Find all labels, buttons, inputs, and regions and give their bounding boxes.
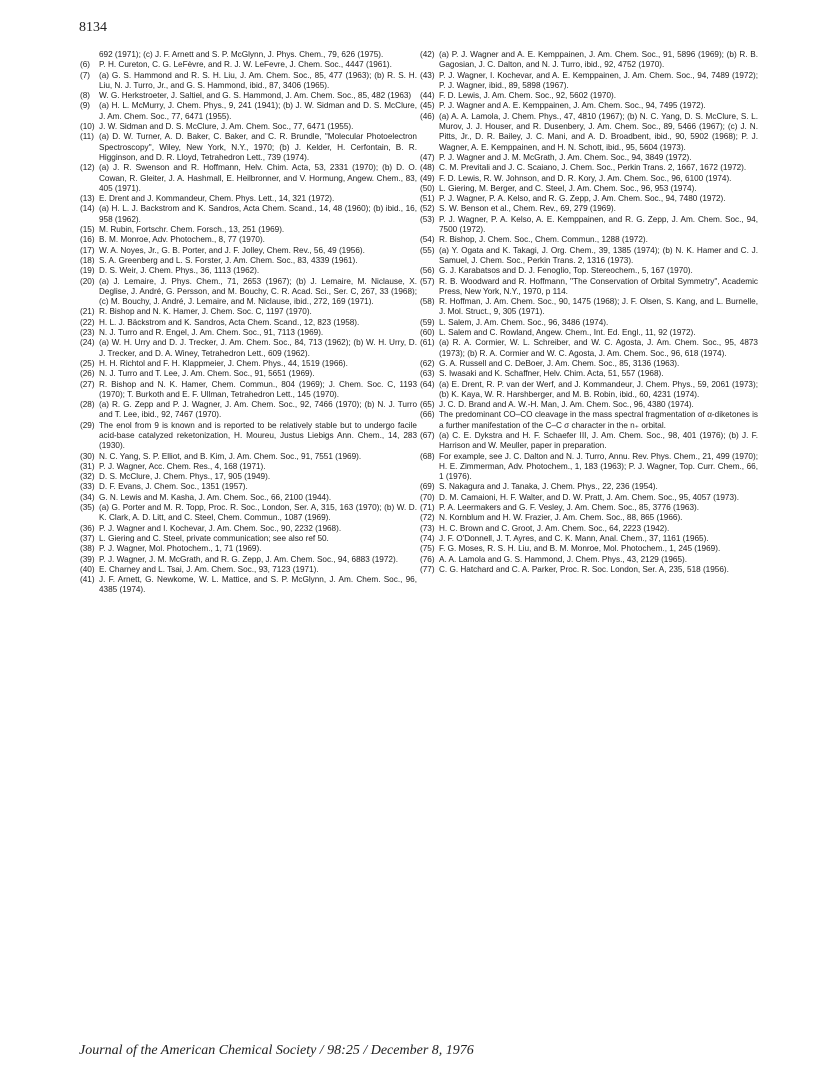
reference-item: (6) P. H. Cureton, C. G. LeFèvre, and R. J. W. LeFevre, J. Chem. Soc., 4447 (1961). bbox=[80, 60, 392, 70]
reference-text: R. B. Woodward and R. Hoffmann, ''The Conservation of Orbital Symmetry'', Academic Press, New York, N.Y., 1970, p 114. bbox=[439, 276, 758, 296]
reference-item: (68) For example, see J. C. Dalton and N. J. Turro, Annu. Rev. Phys. Chem., 21, 499 (1970); H. E. Zimmerman, Adv. Photochem., 1, 183 (1963); P. J. Wagner, Top. Curr. Chem., 66, 1 (1976). bbox=[420, 451, 758, 482]
reference-text: N. C. Yang, S. P. Elliot, and B. Kim, J. Am. Chem. Soc., 91, 7551 (1969). bbox=[99, 451, 362, 461]
reference-item: (70) D. M. Camaioni, H. F. Walter, and D. W. Pratt, J. Am. Chem. Soc., 95, 4057 (1973). bbox=[420, 492, 740, 502]
reference-text: G. N. Lewis and M. Kasha, J. Am. Chem. Soc., 66, 2100 (1944). bbox=[99, 492, 332, 502]
reference-item: (47) P. J. Wagner and J. M. McGrath, J. Am. Chem. Soc., 94, 3849 (1972). bbox=[420, 152, 692, 162]
reference-text: J. F. O'Donnell, J. T. Ayres, and C. K. Mann, Anal. Chem., 37, 1161 (1965). bbox=[439, 533, 709, 543]
reference-text: For example, see J. C. Dalton and N. J. Turro, Annu. Rev. Phys. Chem., 21, 499 (1970); H. E. Zimmerman, Adv. Photochem., 1, 183 (1963); P. J. Wagner, Top. Curr. Chem., 66, 1 (1976). bbox=[439, 451, 758, 482]
references-left-column bbox=[80, 50, 417, 596]
reference-item: (58) R. Hoffman, J. Am. Chem. Soc., 90, 1475 (1968); J. F. Olsen, S. Kang, and L. Burnelle, J. Mol. Struct., 9, 305 (1971). bbox=[420, 297, 758, 317]
reference-text: The predominant CO–CO cleavage in the mass spectral fragmentation of α-diketones is a further manifestation of the C–C σ character in the n₊ orbital. bbox=[439, 410, 758, 430]
page-number: 8134 bbox=[79, 20, 107, 35]
reference-item: (7) (a) G. S. Hammond and R. S. H. Liu, J. Am. Chem. Soc., 85, 477 (1963); (b) R. S. H. Liu, N. J. Turro, Jr., and G. S. Hammond, ibid., 87, 3406 (1965). bbox=[80, 70, 417, 90]
reference-text: (a) E. Drent, R. P. van der Werf, and J. Kommandeur, J. Chem. Phys., 59, 2061 (1973); (b) K. Kaya, W. R. Harshberger, and M. B. Robin, ibid., 60, 4231 (1974). bbox=[439, 379, 758, 399]
reference-item: (62) G. A. Russell and C. DeBoer, J. Am. Chem. Soc., 85, 3136 (1963). bbox=[420, 358, 680, 368]
reference-item: (50) L. Giering, M. Berger, and C. Steel, J. Am. Chem. Soc., 96, 953 (1974). bbox=[420, 183, 697, 193]
reference-text: F. D. Lewis, R. W. Johnson, and D. R. Kory, J. Am. Chem. Soc., 96, 6100 (1974). bbox=[439, 173, 732, 183]
reference-item: (67) (a) C. E. Dykstra and H. F. Schaefer III, J. Am. Chem. Soc., 98, 401 (1976); (b) J. F. Harrison and W. Meuller, paper in preparation. bbox=[420, 430, 758, 451]
reference-text: S. Iwasaki and K. Schaffner, Helv. Chim. Acta, 51, 557 (1968). bbox=[439, 369, 664, 379]
reference-text: J. W. Sidman and D. S. McClure, J. Am. Chem. Soc., 77, 6471 (1955). bbox=[99, 122, 354, 132]
reference-item: (13) E. Drent and J. Kommandeur, Chem. Phys. Lett., 14, 321 (1972). bbox=[80, 194, 335, 204]
reference-item: (52) S. W. Benson et al., Chem. Rev., 69, 279 (1969). bbox=[420, 204, 616, 214]
reference-text: N. Kornblum and H. W. Frazier, J. Am. Chem. Soc., 88, 865 (1966). bbox=[439, 513, 683, 523]
reference-item: (56) G. J. Karabatsos and D. J. Fenoglio, Top. Stereochem., 5, 167 (1970). bbox=[420, 266, 693, 276]
reference-item: (15) M. Rubin, Fortschr. Chem. Forsch., 13, 251 (1969). bbox=[80, 225, 285, 235]
reference-text: R. Bishop and N. K. Hamer, Chem. Commun., 804 (1969); J. Chem. Soc. C, 1193 (1970); T. Burkoth and E. F. Ullman, Tetrahedron Lett., 145 (1970). bbox=[99, 379, 417, 399]
reference-text: (a) H. L. McMurry, J. Chem. Phys., 9, 241 (1941); (b) J. W. Sidman and D. S. McClure, J. Am. Chem. Soc., 77, 6471 (1955). bbox=[99, 101, 417, 121]
reference-item: (18) S. A. Greenberg and L. S. Forster, J. Am. Chem. Soc., 83, 4339 (1961). bbox=[80, 255, 358, 265]
reference-text: (a) Y. Ogata and K. Takagi, J. Org. Chem., 39, 1385 (1974); (b) N. K. Hamer and C. J. Samuel, J. Chem. Soc., Perkin Trans. 2, 1316 (1973). bbox=[439, 245, 758, 265]
reference-item: (34) G. N. Lewis and M. Kasha, J. Am. Chem. Soc., 66, 2100 (1944). bbox=[80, 492, 332, 502]
reference-text: (a) G. Porter and M. R. Topp, Proc. R. Soc., London, Ser. A, 315, 163 (1970); (b) W. D. K. Clark, A. D. Litt, and C. Steel, Chem. Commun., 1087 (1969). bbox=[99, 503, 417, 523]
reference-item: (45) P. J. Wagner and A. E. Kemppainen, J. Am. Chem. Soc., 94, 7495 (1972). bbox=[420, 101, 706, 111]
reference-text: P. J. Wagner, P. A. Kelso, A. E. Kemppainen, and R. G. Zepp, J. Am. Chem. Soc., 94, 7500 (1972). bbox=[439, 214, 758, 235]
reference-item: (40) E. Charney and L. Tsai, J. Am. Chem. Soc., 93, 7123 (1971). bbox=[80, 564, 319, 574]
reference-item bbox=[80, 50, 417, 60]
reference-item: (57) R. B. Woodward and R. Hoffmann, ''The Conservation of Orbital Symmetry'', Academic Press, New York, N.Y., 1970, p 114. bbox=[420, 276, 758, 296]
reference-item: (76) A. A. Lamola and G. S. Hammond, J. Chem. Phys., 43, 2129 (1965). bbox=[420, 554, 688, 564]
reference-text: N. J. Turro and R. Engel, J. Am. Chem. Soc., 91, 7113 (1969). bbox=[99, 328, 324, 338]
reference-item: (19) D. S. Weir, J. Chem. Phys., 36, 1113 (1962). bbox=[80, 266, 260, 276]
reference-item: (17) W. A. Noyes, Jr., G. B. Porter, and J. F. Jolley, Chem. Rev., 56, 49 (1956). bbox=[80, 245, 365, 255]
reference-text: (a) D. W. Turner, A. D. Baker, C. Baker, and C. R. Brundle, ''Molecular Photoelectron Spectroscopy'', Wiley, New York, N.Y., 1970; (b) J. Kelder, H. Cerfontain, B. R. Higginson, and D. R. Lloyd, Tetrahedron Lett., 739 (1974). bbox=[99, 132, 417, 162]
reference-text: L. Salem, J. Am. Chem. Soc., 96, 3486 (1974). bbox=[439, 317, 609, 327]
reference-item: (61) (a) R. A. Cormier, W. L. Schreiber, and W. C. Agosta, J. Am. Chem. Soc., 95, 4873 (1973); (b) R. A. Cormier and W. C. Agosta, J. Am. Chem. Soc., 96, 618 (1974). bbox=[420, 338, 758, 358]
reference-text: P. A. Leermakers and G. F. Vesley, J. Am. Chem. Soc., 85, 3776 (1963). bbox=[439, 503, 700, 513]
reference-text: R. Bishop, J. Chem. Soc., Chem. Commun., 1288 (1972). bbox=[439, 235, 648, 245]
reference-text: R. Bishop and N. K. Hamer, J. Chem. Soc. C, 1197 (1970). bbox=[99, 307, 312, 317]
reference-text: L. Giering and C. Steel, private communication; see also ref 50. bbox=[99, 533, 329, 543]
reference-item: (20) (a) J. Lemaire, J. Phys. Chem., 71, 2653 (1967); (b) J. Lemaire, M. Niclause, X. Deglise, J. André, G. Persson, and M. Bouchy, C. R. Acad. Sci., Ser. C, 267, 33 (1968); (c) M. Bouchy, J. André, J. Lemaire, and M. Niclause, ibid., 272, 169 (1971). bbox=[80, 276, 417, 307]
reference-text: S. W. Benson et al., Chem. Rev., 69, 279 (1969). bbox=[439, 204, 616, 214]
reference-item: (30) N. C. Yang, S. P. Elliot, and B. Kim, J. Am. Chem. Soc., 91, 7551 (1969). bbox=[80, 451, 362, 461]
reference-text: (a) R. A. Cormier, W. L. Schreiber, and W. C. Agosta, J. Am. Chem. Soc., 95, 4873 (1973); (b) R. A. Cormier and W. C. Agosta, J. Am. Chem. Soc., 96, 618 (1974). bbox=[439, 338, 758, 358]
reference-text: P. J. Wagner and J. M. McGrath, J. Am. Chem. Soc., 94, 3849 (1972). bbox=[439, 152, 692, 162]
reference-text: P. H. Cureton, C. G. LeFèvre, and R. J. W. LeFevre, J. Chem. Soc., 4447 (1961). bbox=[99, 60, 392, 70]
reference-item: (36) P. J. Wagner and I. Kochevar, J. Am. Chem. Soc., 90, 2232 (1968). bbox=[80, 523, 342, 533]
reference-item: (14) (a) H. L. J. Backstrom and K. Sandros, Acta Chem. Scand., 14, 48 (1960); (b) ibid., 16, 958 (1962). bbox=[80, 204, 417, 224]
reference-text: F. D. Lewis, J. Am. Chem. Soc., 92, 5602 (1970). bbox=[439, 91, 617, 101]
reference-item: (75) F. G. Moses, R. S. H. Liu, and B. M. Monroe, Mol. Photochem., 1, 245 (1969). bbox=[420, 544, 721, 554]
reference-item: (28) (a) R. G. Zepp and P. J. Wagner, J. Am. Chem. Soc., 92, 7466 (1970); (b) N. J. Turro and T. Lee, ibid., 92, 7467 (1970). bbox=[80, 400, 417, 420]
reference-text: 692 (1971); (c) J. F. Arnett and S. P. McGlynn, J. Phys. Chem., 79, 626 (1975). bbox=[99, 50, 384, 59]
reference-item: (32) D. S. McClure, J. Chem. Phys., 17, 905 (1949). bbox=[80, 472, 271, 482]
reference-text: P. J. Wagner and A. E. Kemppainen, J. Am. Chem. Soc., 94, 7495 (1972). bbox=[439, 101, 706, 111]
reference-item: (38) P. J. Wagner, Mol. Photochem., 1, 71 (1969). bbox=[80, 544, 262, 554]
reference-text: E. Charney and L. Tsai, J. Am. Chem. Soc., 93, 7123 (1971). bbox=[99, 564, 319, 574]
reference-text: (a) G. S. Hammond and R. S. H. Liu, J. Am. Chem. Soc., 85, 477 (1963); (b) R. S. H. Liu, N. J. Turro, Jr., and G. S. Hammond, ibid., 87, 3406 (1965). bbox=[99, 70, 417, 90]
reference-text: W. G. Herkstroeter, J. Saltiel, and G. S. Hammond, J. Am. Chem. Soc., 85, 482 (1963) bbox=[99, 91, 412, 101]
reference-text: G. J. Karabatsos and D. J. Fenoglio, Top. Stereochem., 5, 167 (1970). bbox=[439, 266, 693, 276]
reference-item: (8) W. G. Herkstroeter, J. Saltiel, and G. S. Hammond, J. Am. Chem. Soc., 85, 482 (1963) bbox=[80, 91, 412, 101]
reference-text: (a) J. Lemaire, J. Phys. Chem., 71, 2653 (1967); (b) J. Lemaire, M. Niclause, X. Deglise, J. André, G. Persson, and M. Bouchy, C. R. Acad. Sci., Ser. C, 267, 33 (1968); (c) M. Bouchy, J. André, J. Lemaire, and M. Niclause, ibid., 272, 169 (1971). bbox=[99, 276, 417, 307]
journal-footer: Journal of the American Chemical Society / 98:25 / December 8, 1976 bbox=[79, 1043, 474, 1058]
reference-item: (74) J. F. O'Donnell, J. T. Ayres, and C. K. Mann, Anal. Chem., 37, 1161 (1965). bbox=[420, 533, 709, 543]
reference-item: (44) F. D. Lewis, J. Am. Chem. Soc., 92, 5602 (1970). bbox=[420, 91, 617, 101]
reference-item: (51) P. J. Wagner, P. A. Kelso, and R. G. Zepp, J. Am. Chem. Soc., 94, 7480 (1972). bbox=[420, 194, 726, 204]
reference-text: R. Hoffman, J. Am. Chem. Soc., 90, 1475 (1968); J. F. Olsen, S. Kang, and L. Burnelle, J. Mol. Struct., 9, 305 (1971). bbox=[439, 297, 758, 317]
reference-item: (9) (a) H. L. McMurry, J. Chem. Phys., 9, 241 (1941); (b) J. W. Sidman and D. S. McClure, J. Am. Chem. Soc., 77, 6471 (1955). bbox=[80, 101, 417, 121]
reference-text: (a) W. H. Urry and D. J. Trecker, J. Am. Chem. Soc., 84, 713 (1962); (b) W. H. Urry, D. J. Trecker, and D. A. Winey, Tetrahedron Lett., 609 (1962). bbox=[99, 338, 417, 358]
reference-text: J. C. D. Brand and A. W.-H. Man, J. Am. Chem. Soc., 96, 4380 (1974). bbox=[439, 400, 694, 410]
reference-item: (33) D. F. Evans, J. Chem. Soc., 1351 (1957). bbox=[80, 482, 248, 492]
reference-text: H. H. Richtol and F. H. Klappmeier, J. Chem. Phys., 44, 1519 (1966). bbox=[99, 358, 348, 368]
reference-item: (69) S. Nakagura and J. Tanaka, J. Chem. Phys., 22, 236 (1954). bbox=[420, 482, 658, 492]
reference-item: (22) H. L. J. Bäckstrom and K. Sandros, Acta Chem. Scand., 12, 823 (1958). bbox=[80, 317, 360, 327]
reference-item: (59) L. Salem, J. Am. Chem. Soc., 96, 3486 (1974). bbox=[420, 317, 609, 327]
reference-text: B. M. Monroe, Adv. Photochem., 8, 77 (1970). bbox=[99, 235, 265, 245]
reference-item: (37) L. Giering and C. Steel, private communication; see also ref 50. bbox=[80, 533, 329, 543]
reference-text: W. A. Noyes, Jr., G. B. Porter, and J. F. Jolley, Chem. Rev., 56, 49 (1956). bbox=[99, 245, 365, 255]
reference-text: P. J. Wagner, I. Kochevar, and A. E. Kemppainen, J. Am. Chem. Soc., 94, 7489 (1972); P. J. Wagner, ibid., 89, 5898 (1967). bbox=[439, 70, 758, 90]
reference-text: P. J. Wagner, Acc. Chem. Res., 4, 168 (1971). bbox=[99, 461, 266, 471]
reference-item: (43) P. J. Wagner, I. Kochevar, and A. E. Kemppainen, J. Am. Chem. Soc., 94, 7489 (1972); P. J. Wagner, ibid., 89, 5898 (1967). bbox=[420, 70, 758, 90]
reference-text: D. F. Evans, J. Chem. Soc., 1351 (1957). bbox=[99, 482, 248, 492]
reference-item: (77) C. G. Hatchard and C. A. Parker, Proc. R. Soc. London, Ser. A, 235, 518 (1956). bbox=[420, 564, 729, 574]
reference-item: (73) H. C. Brown and C. Groot, J. Am. Chem. Soc., 64, 2223 (1942). bbox=[420, 523, 670, 533]
reference-item: (35) (a) G. Porter and M. R. Topp, Proc. R. Soc., London, Ser. A, 315, 163 (1970); (b) W. D. K. Clark, A. D. Litt, and C. Steel, Chem. Commun., 1087 (1969). bbox=[80, 503, 417, 523]
reference-item: (26) N. J. Turro and T. Lee, J. Am. Chem. Soc., 91, 5651 (1969). bbox=[80, 369, 315, 379]
reference-text: (a) R. G. Zepp and P. J. Wagner, J. Am. Chem. Soc., 92, 7466 (1970); (b) N. J. Turro and T. Lee, ibid., 92, 7467 (1970). bbox=[99, 400, 417, 420]
reference-item: (24) (a) W. H. Urry and D. J. Trecker, J. Am. Chem. Soc., 84, 713 (1962); (b) W. H. Urry, D. J. Trecker, and D. A. Winey, Tetrahedron Lett., 609 (1962). bbox=[80, 338, 417, 358]
reference-text: P. J. Wagner and I. Kochevar, J. Am. Chem. Soc., 90, 2232 (1968). bbox=[99, 523, 342, 533]
reference-item: (10) J. W. Sidman and D. S. McClure, J. Am. Chem. Soc., 77, 6471 (1955). bbox=[80, 122, 354, 132]
reference-text: P. J. Wagner, P. A. Kelso, and R. G. Zepp, J. Am. Chem. Soc., 94, 7480 (1972). bbox=[439, 194, 726, 204]
reference-item: (72) N. Kornblum and H. W. Frazier, J. Am. Chem. Soc., 88, 865 (1966). bbox=[420, 513, 683, 523]
reference-text: H. C. Brown and C. Groot, J. Am. Chem. Soc., 64, 2223 (1942). bbox=[439, 523, 670, 533]
reference-item: (27) R. Bishop and N. K. Hamer, Chem. Commun., 804 (1969); J. Chem. Soc. C, 1193 (1970); T. Burkoth and E. F. Ullman, Tetrahedron Lett., 145 (1970). bbox=[80, 379, 417, 399]
reference-text: C. M. Previtali and J. C. Scaiano, J. Chem. Soc., Perkin Trans. 2, 1667, 1672 (1972). bbox=[439, 163, 747, 173]
reference-item: (54) R. Bishop, J. Chem. Soc., Chem. Commun., 1288 (1972). bbox=[420, 235, 648, 245]
reference-item: (65) J. C. D. Brand and A. W.-H. Man, J. Am. Chem. Soc., 96, 4380 (1974). bbox=[420, 400, 694, 410]
reference-item: (31) P. J. Wagner, Acc. Chem. Res., 4, 168 (1971). bbox=[80, 461, 266, 471]
reference-text: J. F. Arnett, G. Newkome, W. L. Mattice, and S. P. McGlynn, J. Am. Chem. Soc., 96, 4385 (1974). bbox=[99, 575, 417, 595]
reference-text: (a) A. A. Lamola, J. Chem. Phys., 47, 4810 (1967); (b) N. C. Yang, D. S. McClure, S. L. Murov, J. J. Houser, and R. Dusenbery, J. Am. Chem. Soc., 89, 5466 (1967); (c) J. N. Pitts, Jr., D. R. Bailey, J. C. Mani, and A. D. Broadbent, ibid., 90, 5902 (1968); P. J. Wagner, A. E. Kemppainen, and H. N. Schott, ibid., 95, 5604 (1973). bbox=[439, 111, 758, 152]
reference-text: G. A. Russell and C. DeBoer, J. Am. Chem. Soc., 85, 3136 (1963). bbox=[439, 358, 680, 368]
reference-text: The enol from 9 is known and is reported to be relatively stable but to undergo facile acid-base catalyzed reketonization, H. Moureu, Justus Liebigs Ann. Chem., 14, 283 (1930). bbox=[99, 420, 417, 451]
reference-text: S. A. Greenberg and L. S. Forster, J. Am. Chem. Soc., 83, 4339 (1961). bbox=[99, 255, 358, 265]
reference-text: S. Nakagura and J. Tanaka, J. Chem. Phys., 22, 236 (1954). bbox=[439, 482, 658, 492]
reference-text: L. Salem and C. Rowland, Angew. Chem., Int. Ed. Engl., 11, 92 (1972). bbox=[439, 328, 696, 338]
reference-item: (55) (a) Y. Ogata and K. Takagi, J. Org. Chem., 39, 1385 (1974); (b) N. K. Hamer and C. J. Samuel, J. Chem. Soc., Perkin Trans. 2, 1316 (1973). bbox=[420, 245, 758, 265]
reference-text: (a) H. L. J. Backstrom and K. Sandros, Acta Chem. Scand., 14, 48 (1960); (b) ibid., 16, 958 (1962). bbox=[99, 204, 417, 224]
reference-item: (16) B. M. Monroe, Adv. Photochem., 8, 77 (1970). bbox=[80, 235, 265, 245]
reference-text: (a) J. R. Swenson and R. Hoffmann, Helv. Chim. Acta, 53, 2331 (1970); (b) D. O. Cowan, R. Gleiter, J. A. Hashmall, E. Heilbronner, and V. Hormung, Angew. Chem., 83, 405 (1971). bbox=[99, 163, 417, 193]
reference-item: (11) (a) D. W. Turner, A. D. Baker, C. Baker, and C. R. Brundle, ''Molecular Photoelectron Spectroscopy'', Wiley, New York, N.Y., 1970; (b) J. Kelder, H. Cerfontain, B. R. Higginson, and D. R. Lloyd, Tetrahedron Lett., 739 (1974). bbox=[80, 132, 417, 162]
references-right-column bbox=[420, 50, 758, 575]
reference-text: D. S. McClure, J. Chem. Phys., 17, 905 (1949). bbox=[99, 472, 271, 482]
reference-text: P. J. Wagner, J. M. McGrath, and R. G. Zepp, J. Am. Chem. Soc., 94, 6883 (1972). bbox=[99, 554, 398, 564]
reference-item: (64) (a) E. Drent, R. P. van der Werf, and J. Kommandeur, J. Chem. Phys., 59, 2061 (1973); (b) K. Kaya, W. R. Harshberger, and M. B. Robin, ibid., 60, 4231 (1974). bbox=[420, 379, 758, 399]
reference-text: M. Rubin, Fortschr. Chem. Forsch., 13, 251 (1969). bbox=[99, 225, 285, 235]
reference-text: A. A. Lamola and G. S. Hammond, J. Chem. Phys., 43, 2129 (1965). bbox=[439, 554, 688, 564]
reference-text: E. Drent and J. Kommandeur, Chem. Phys. Lett., 14, 321 (1972). bbox=[99, 194, 335, 204]
reference-item: (71) P. A. Leermakers and G. F. Vesley, J. Am. Chem. Soc., 85, 3776 (1963). bbox=[420, 503, 700, 513]
reference-item: (63) S. Iwasaki and K. Schaffner, Helv. Chim. Acta, 51, 557 (1968). bbox=[420, 369, 664, 379]
reference-item: (49) F. D. Lewis, R. W. Johnson, and D. R. Kory, J. Am. Chem. Soc., 96, 6100 (1974). bbox=[420, 173, 732, 183]
reference-text: P. J. Wagner, Mol. Photochem., 1, 71 (1969). bbox=[99, 544, 262, 554]
reference-item: (60) L. Salem and C. Rowland, Angew. Chem., Int. Ed. Engl., 11, 92 (1972). bbox=[420, 328, 696, 338]
reference-item: (39) P. J. Wagner, J. M. McGrath, and R. G. Zepp, J. Am. Chem. Soc., 94, 6883 (1972). bbox=[80, 554, 398, 564]
reference-item: (21) R. Bishop and N. K. Hamer, J. Chem. Soc. C, 1197 (1970). bbox=[80, 307, 312, 317]
reference-text: (a) C. E. Dykstra and H. F. Schaefer III, J. Am. Chem. Soc., 98, 401 (1976); (b) J. F. Harrison and W. Meuller, paper in preparation. bbox=[439, 430, 758, 451]
reference-text: L. Giering, M. Berger, and C. Steel, J. Am. Chem. Soc., 96, 953 (1974). bbox=[439, 183, 697, 193]
reference-item: (66) The predominant CO–CO cleavage in the mass spectral fragmentation of α-diketones is a further manifestation of the C–C σ character in the n₊ orbital. bbox=[420, 410, 758, 430]
reference-item: (12) (a) J. R. Swenson and R. Hoffmann, Helv. Chim. Acta, 53, 2331 (1970); (b) D. O. Cowan, R. Gleiter, J. A. Hashmall, E. Heilbronner, and V. Hormung, Angew. Chem., 83, 405 (1971). bbox=[80, 163, 417, 193]
reference-text: H. L. J. Bäckstrom and K. Sandros, Acta Chem. Scand., 12, 823 (1958). bbox=[99, 317, 360, 327]
reference-item: (29) The enol from 9 is known and is reported to be relatively stable but to undergo facile acid-base catalyzed reketonization, H. Moureu, Justus Liebigs Ann. Chem., 14, 283 (1930). bbox=[80, 420, 417, 451]
reference-text: D. M. Camaioni, H. F. Walter, and D. W. Pratt, J. Am. Chem. Soc., 95, 4057 (1973). bbox=[439, 492, 740, 502]
reference-text: C. G. Hatchard and C. A. Parker, Proc. R. Soc. London, Ser. A, 235, 518 (1956). bbox=[439, 564, 729, 574]
reference-item: (25) H. H. Richtol and F. H. Klappmeier, J. Chem. Phys., 44, 1519 (1966). bbox=[80, 358, 348, 368]
reference-text: F. G. Moses, R. S. H. Liu, and B. M. Monroe, Mol. Photochem., 1, 245 (1969). bbox=[439, 544, 721, 554]
reference-item: (42) (a) P. J. Wagner and A. E. Kemppainen, J. Am. Chem. Soc., 91, 5896 (1969); (b) R. B. Gagosian, J. C. Dalton, and N. J. Turro, ibid., 92, 4752 (1970). bbox=[420, 50, 758, 70]
reference-item: (46) (a) A. A. Lamola, J. Chem. Phys., 47, 4810 (1967); (b) N. C. Yang, D. S. McClure, S. L. Murov, J. J. Houser, and R. Dusenbery, J. Am. Chem. Soc., 89, 5466 (1967); (c) J. N. Pitts, Jr., D. R. Bailey, J. C. Mani, and A. D. Broadbent, ibid., 90, 5902 (1968); P. J. Wagner, A. E. Kemppainen, and H. N. Schott, ibid., 95, 5604 (1973). bbox=[420, 111, 758, 152]
reference-item: (41) J. F. Arnett, G. Newkome, W. L. Mattice, and S. P. McGlynn, J. Am. Chem. Soc., 96, 4385 (1974). bbox=[80, 575, 417, 595]
reference-text: N. J. Turro and T. Lee, J. Am. Chem. Soc., 91, 5651 (1969). bbox=[99, 369, 315, 379]
reference-text: D. S. Weir, J. Chem. Phys., 36, 1113 (1962). bbox=[99, 266, 260, 276]
reference-item: (53) P. J. Wagner, P. A. Kelso, A. E. Kemppainen, and R. G. Zepp, J. Am. Chem. Soc., 94, 7500 (1972). bbox=[420, 214, 758, 235]
reference-text: (a) P. J. Wagner and A. E. Kemppainen, J. Am. Chem. Soc., 91, 5896 (1969); (b) R. B. Gagosian, J. C. Dalton, and N. J. Turro, ibid., 92, 4752 (1970). bbox=[439, 50, 758, 70]
reference-item: (23) N. J. Turro and R. Engel, J. Am. Chem. Soc., 91, 7113 (1969). bbox=[80, 328, 324, 338]
reference-item: (48) C. M. Previtali and J. C. Scaiano, J. Chem. Soc., Perkin Trans. 2, 1667, 1672 (1972). bbox=[420, 163, 747, 173]
